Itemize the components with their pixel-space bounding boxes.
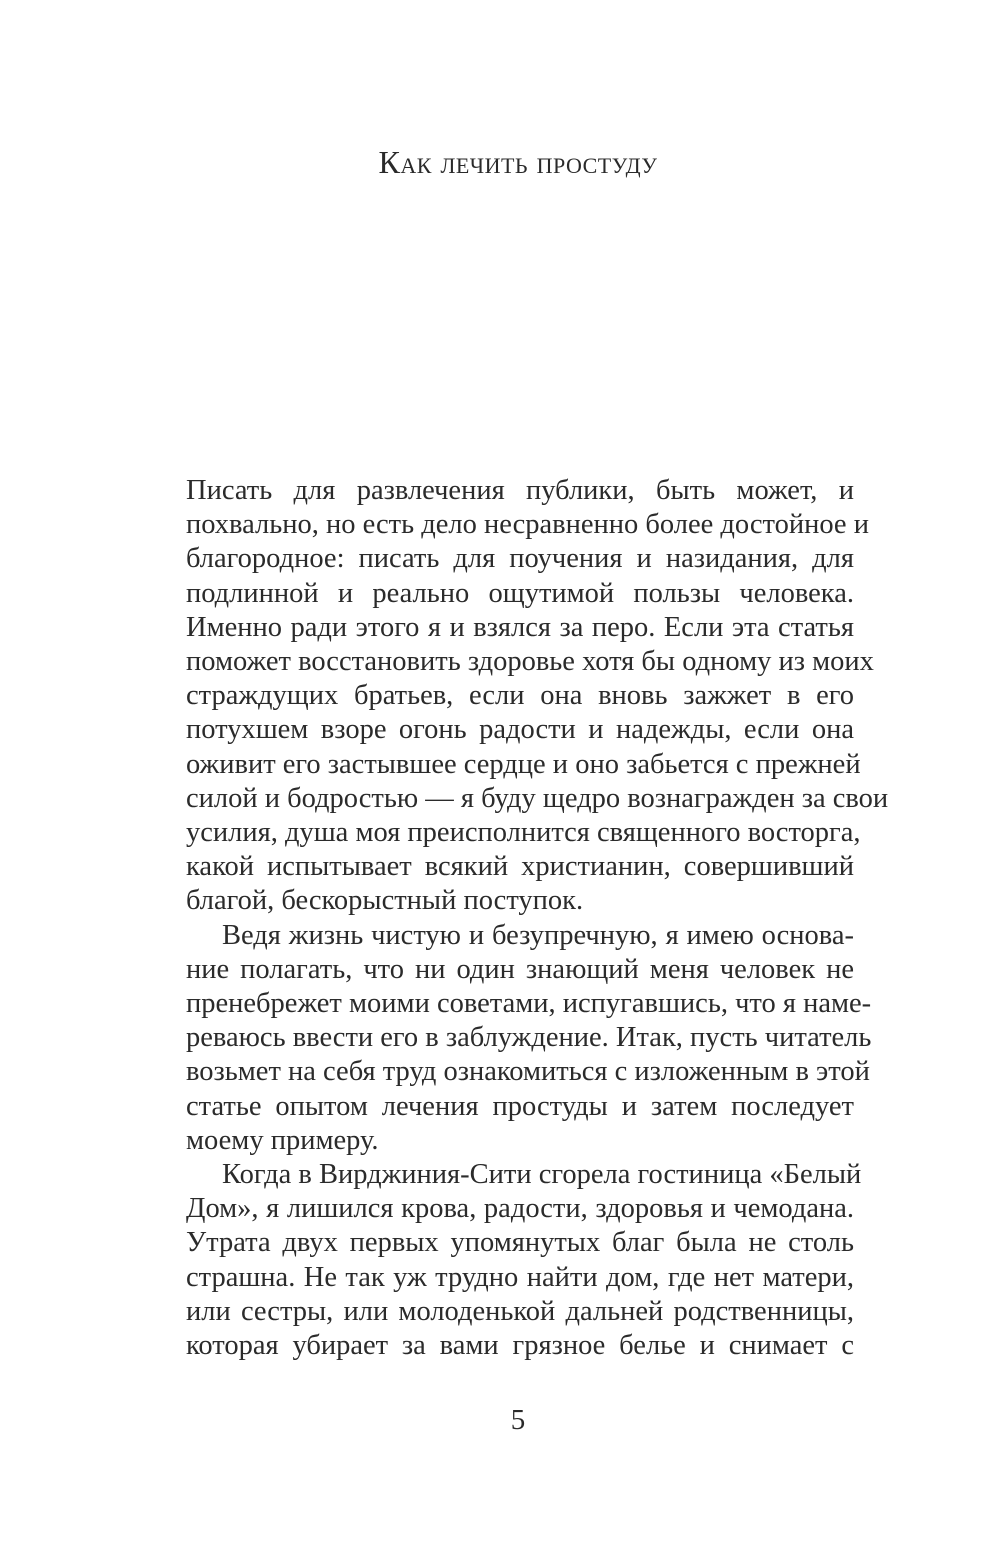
page-number: 5 — [510, 1404, 526, 1436]
chapter-title: Как лечить простуду — [378, 144, 658, 180]
text-line: подлинной и реально ощутимой пользы человека. — [186, 577, 854, 609]
text-line: Писать для развлечения публики, быть может, и — [186, 475, 854, 506]
text-line: благородное: писать для поучения и назидания, для — [186, 543, 854, 575]
text-line: пренебрежет моими советами, испугавшись, что я наме- — [186, 988, 872, 1020]
text-line: страждущих братьев, если она вновь зажжет в его — [186, 680, 854, 712]
text-line: Именно ради этого я и взялся за перо. Если эта статья — [186, 611, 854, 643]
text-line: Утрата двух первых упомянутых благ была не столь — [186, 1227, 854, 1259]
text-line: возьмет на себя труд ознакомиться с изложенным в этой — [186, 1056, 870, 1088]
text-line: Дом», я лишился крова, радости, здоровья и чемодана. — [186, 1193, 854, 1225]
paragraph-1 — [186, 474, 889, 919]
paragraph-3 — [186, 1158, 862, 1363]
text-line: или сестры, или молоденькой дальней родственницы, — [186, 1295, 854, 1327]
text-line: силой и бодростью — я буду щедро вознагражден за свои — [186, 782, 889, 814]
text-line: страшна. Не так уж трудно найти дом, где нет матери, — [186, 1261, 854, 1293]
text-line: поможет восстановить здоровье хотя бы одному из моих — [186, 646, 874, 678]
text-line: моему примеру. — [186, 1124, 379, 1156]
text-line: потухшем взоре огонь радости и надежды, если она — [186, 714, 854, 746]
text-line: Когда в Вирджиния-Сити сгорела гостиница «Белый — [222, 1159, 862, 1191]
text-line: похвально, но есть дело несравненно более достойное и — [186, 509, 869, 541]
text-line: реваюсь ввести его в заблуждение. Итак, пусть читатель — [186, 1022, 872, 1054]
text-line: какой испытывает всякий христианин, совершивший — [186, 851, 854, 883]
text-line: оживит его застывшее сердце и оно забьется с прежней — [186, 748, 861, 780]
text-line: статье опытом лечения простуды и затем последует — [186, 1090, 854, 1122]
text-line: благой, бескорыстный поступок. — [186, 885, 584, 917]
text-line: усилия, душа моя преисполнится священного восторга, — [186, 817, 861, 849]
paragraph-2 — [186, 919, 872, 1158]
text-line: ние полагать, что ни один знающий меня человек не — [186, 953, 854, 985]
text-line: которая убирает за вами грязное белье и снимает с — [186, 1330, 854, 1362]
text-line: Ведя жизнь чистую и безупречную, я имею основа- — [222, 919, 854, 951]
body-text — [186, 474, 889, 1363]
